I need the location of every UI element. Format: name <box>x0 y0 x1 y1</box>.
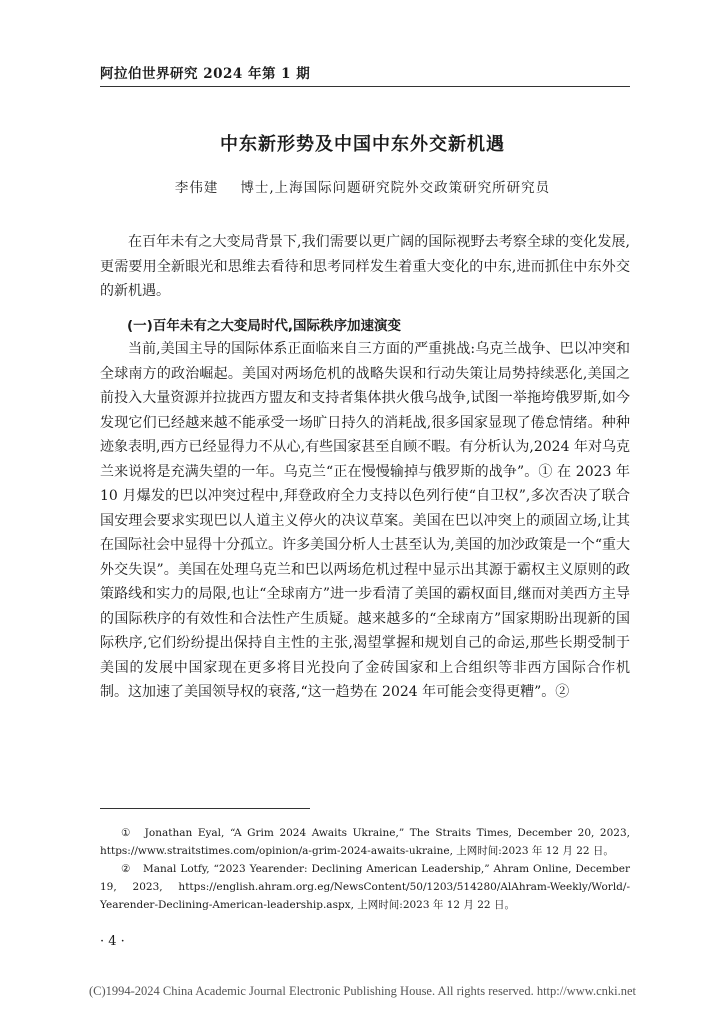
footnote-text: Manal Lotfy, “2023 Yearender: Declining American Leadership,” Ahram Online, December 19, 2023, https://english.ahram.org.eg/NewsContent/50/1203/514280/AlAhram-Weekly/World/-Yearender-Declining-American-leadership.aspx, 上网时间:2023 年 12 月 22 日。 <box>100 863 630 911</box>
intro-paragraph: 在百年未有之大变局背景下,我们需要以更广阔的国际视野去考察全球的变化发展,更需要用全新眼光和思维去看待和思考同样发生着重大变化的中东,进而抓住中东外交的新机遇。 <box>100 234 630 299</box>
section-heading: (一)百年未有之大变局时代,国际秩序加速演变 <box>127 318 401 334</box>
author-affiliation: 博士,上海国际问题研究院外交政策研究所研究员 <box>240 180 551 196</box>
footnote-2 <box>100 860 630 914</box>
footnote-mark: ② <box>121 863 132 875</box>
article-title: 中东新形势及中国中东外交新机遇 <box>220 134 505 155</box>
page-number: · 4 · <box>100 934 125 949</box>
footnote-1 <box>100 824 630 860</box>
footnote-mark: ① <box>121 827 133 839</box>
footnote-divider <box>100 808 310 809</box>
copyright-notice: (C)1994-2024 China Academic Journal Electronic Publishing House. All rights reserved. http://www.cnki.net <box>88 984 636 998</box>
body-paragraph: 当前,美国主导的国际体系正面临来自三方面的严重挑战:乌克兰战争、巴以冲突和全球南方的政治崛起。美国对两场危机的战略失误和行动失策让局势持续恶化,美国之前投入大量资源并拉拢西方盟友和支持者集体拱火俄乌战争,试图一举拖垮俄罗斯,如今发现它们已经越来越不能承受一场旷日持久的消耗战,很多国家显现了倦怠情绪。种种迹象表明,西方已经显得力不从心,有些国家甚至自顾不暇。有分析认为,2024 年对乌克兰来说将是充满失望的一年。乌克兰“正在慢慢输掉与俄罗斯的战争”。① 在 2023 年 10 月爆发的巴以冲突过程中,拜登政府全力支持以色列行使“自卫权”,多次否决了联合国安理会要求实现巴以人道主义停火的决议草案。美国在巴以冲突上的顽固立场,让其在国际社会中显得十分孤立。许多美国分析人士甚至认为,美国的加沙政策是一个“重大外交失误”。美国在处理乌克兰和巴以两场危机过程中显示出其源于霸权主义原则的政策路线和实力的局限,也让“全球南方”进一步看清了美国的霸权面目,继而对美西方主导的国际秩序的有效性和合法性产生质疑。越来越多的“全球南方”国家期盼出现新的国际秩序,它们纷纷提出保持自主性的主张,渴望掌握和规划自己的命运,那些长期受制于美国的发展中国家现在更多将目光投向了金砖国家和上合组织等非西方国际合作机制。这加速了美国领导权的衰落,“这一趋势在 2024 年可能会变得更糟”。② <box>100 341 630 700</box>
header-divider <box>100 86 630 87</box>
author-name: 李伟建 <box>174 180 219 196</box>
journal-header: 阿拉伯世界研究 2024 年第 1 期 <box>100 66 311 82</box>
author-line <box>0 176 725 196</box>
footnote-text: Jonathan Eyal, “A Grim 2024 Awaits Ukraine,” The Straits Times, December 20, 2023, https://www.straitstimes.com/opinion/a-grim-2024-awaits-ukraine, 上网时间:2023 年 12 月 22 日。 <box>100 827 630 857</box>
